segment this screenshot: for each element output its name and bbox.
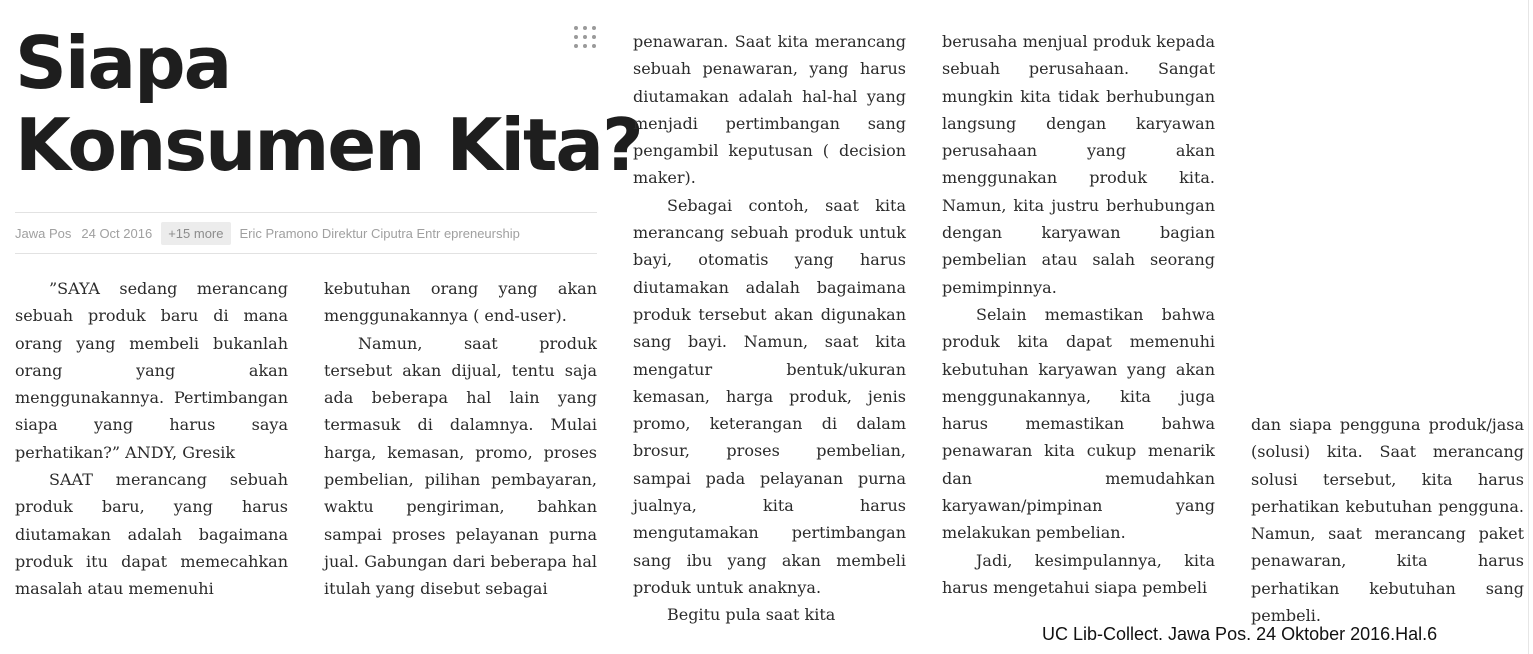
paragraph: ”SAYA sedang merancang sebuah produk baru di mana orang yang membeli bukanlah orang yang akan menggunakannya. Pertimbangan siapa yang harus saya perhatikan?” ANDY, Gresik: [15, 279, 288, 462]
paragraph: Sebagai contoh, saat kita merancang sebuah produk untuk bayi, otomatis yang harus diutamakan adalah bagaimana produk tersebut akan digunakan sang bayi. Namun, saat kita mengatur bentuk/ukuran kemasan, harga produk, jenis promo, keterangan di dalam brosur, proses pembelian, sampai pada pelayanan purna jualnya, kita harus mengutamakan pertimbangan sang ibu yang akan membeli produk untuk anaknya.: [633, 195, 906, 597]
article-title: [15, 21, 642, 187]
article-column-5: [1251, 411, 1524, 629]
source-label: Jawa Pos: [15, 225, 72, 241]
page-edge-divider: [1528, 0, 1529, 654]
article-meta-bar: [15, 212, 597, 254]
paragraph: Selain memastikan bahwa produk kita dapat memenuhi kebutuhan karyawan yang akan menggunakannya, kita juga harus memastikan bahwa penawaran kita cukup menarik dan memudahkan karyawan/pimpinan yang melakukan pembelian.: [942, 304, 1215, 543]
drag-handle-icon[interactable]: [574, 26, 600, 52]
article-column-1: [15, 275, 288, 603]
article-column-4: [942, 28, 1215, 601]
publish-date: 24 Oct 2016: [81, 225, 153, 241]
paragraph: Namun, saat produk tersebut akan dijual, tentu saja ada beberapa hal lain yang termasuk di dalamnya. Mulai harga, kemasan, promo, proses pembelian, pilihan pembayaran, waktu pengiriman, bahkan sampai proses pelayanan purna jual. Gabungan dari beberapa hal itulah yang disebut sebagai: [324, 333, 597, 599]
article-title-line-2: Konsumen Kita?: [15, 103, 642, 187]
paragraph: Jadi, kesimpulannya, kita harus mengetahui siapa pembeli: [942, 550, 1215, 597]
paragraph: penawaran. Saat kita merancang sebuah penawaran, yang harus diutamakan adalah hal-hal yang menjadi pertimbangan sang pengambil keputusan ( decision maker).: [633, 32, 906, 188]
paragraph: kebutuhan orang yang akan menggunakannya ( end-user).: [324, 279, 597, 326]
source-citation: UC Lib-Collect. Jawa Pos. 24 Oktober 2016.Hal.6: [1042, 624, 1438, 644]
article-title-line-1: Siapa: [15, 21, 231, 105]
paragraph: dan siapa pengguna produk/jasa (solusi) kita. Saat merancang solusi tersebut, kita harus perhatikan kebutuhan pengguna. Namun, saat merancang paket penawaran, kita harus perhatikan kebutuhan sang pembeli.: [1251, 415, 1524, 626]
author-label: Eric Pramono Direktur Ciputra Entr epreneurship: [239, 225, 520, 241]
paragraph: berusaha menjual produk kepada sebuah perusahaan. Sangat mungkin kita tidak berhubungan langsung dengan karyawan perusahaan yang akan menggunakan produk kita. Namun, kita justru berhubungan dengan karyawan bagian pembelian atau salah seorang pemimpinnya.: [942, 32, 1215, 297]
paragraph: SAAT merancang sebuah produk baru, yang harus diutamakan adalah bagaimana produk itu dapat memecahkan masalah atau memenuhi: [15, 470, 288, 599]
article-column-2: [324, 275, 597, 603]
paragraph: Begitu pula saat kita: [667, 605, 836, 625]
article-column-3: [633, 28, 906, 629]
more-sources-button[interactable]: +15 more: [161, 222, 230, 245]
